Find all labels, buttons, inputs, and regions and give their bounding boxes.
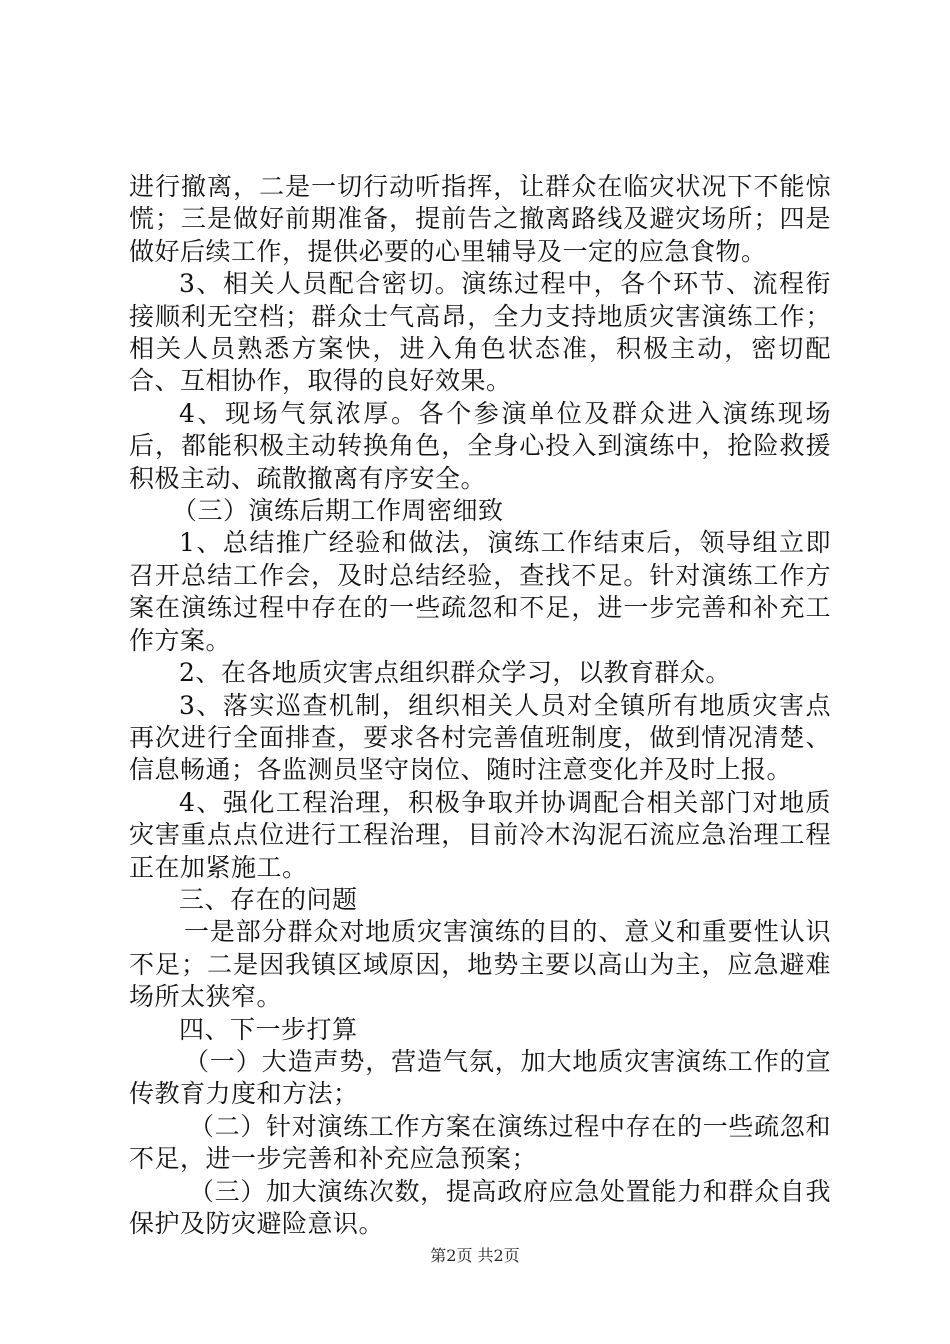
section-heading-next-steps: 四、下一步打算 <box>179 1014 358 1044</box>
paragraph-inspection: 3、落实巡查机制，组织相关人员对全镇所有地质灾害点再次进行全面排查，要求各村完善值班制度，做到情况清楚、信息畅通；各监测员坚守岗位、随时注意变化并及时上报。 <box>129 690 831 785</box>
paragraph-next-step-3: （三）加大演练次数，提高政府应急处置能力和群众自我保护及防灾避险意识。 <box>129 1176 831 1238</box>
section-heading-later-work: （三）演练后期工作周密细致 <box>172 496 504 526</box>
page-footer: 第2页 共2页 <box>430 1246 520 1265</box>
paragraph-study: 2、在各地质灾害点组织群众学习，以教育群众。 <box>179 658 731 688</box>
paragraph-next-step-1: （一）大造声势，营造气氛，加大地质灾害演练工作的宣传教育力度和方法； <box>129 1046 831 1109</box>
paragraph-item-4-atmosphere: 4、现场气氛浓厚。各个参演单位及群众进入演练现场后，都能积极主动转换角色，全身心投入到演练中，抢险救援积极主动、疏散撤离有序安全。 <box>129 398 831 493</box>
section-heading-problems: 三、存在的问题 <box>179 884 358 914</box>
paragraph-engineering: 4、强化工程治理，积极争取并协调配合相关部门对地质灾害重点点位进行工程治理，目前冷木沟泥石流应急治理工程正在加紧施工。 <box>129 787 831 882</box>
document-body <box>129 171 831 1240</box>
paragraph-continuation: 进行撤离，二是一切行动听指挥，让群众在临灾状况下不能惊慌；三是做好前期准备，提前告之撤离路线及避灾场所；四是做好后续工作，提供必要的心里辅导及一定的应急食物。 <box>129 172 831 266</box>
paragraph-summary: 1、总结推广经验和做法，演练工作结束后，领导组立即召开总结工作会，及时总结经验，查找不足。针对演练工作方案在演练过程中存在的一些疏忽和不足，进一步完善和补充工作方案。 <box>129 528 831 655</box>
paragraph-next-step-2: （二）针对演练工作方案在演练过程中存在的一些疏忽和不足，进一步完善和补充应急预案； <box>129 1111 831 1174</box>
paragraph-item-3-cooperation: 3、相关人员配合密切。演练过程中，各个环节、流程衔接顺利无空档；群众士气高昂，全力支持地质灾害演练工作；相关人员熟悉方案快，进入角色状态准，积极主动，密切配合、互相协作，取得的良好效果。 <box>129 269 831 396</box>
paragraph-problems: 一是部分群众对地质灾害演练的目的、意义和重要性认识不足；二是因我镇区域原因，地势主要以高山为主，应急避难场所太狭窄。 <box>129 917 831 1012</box>
